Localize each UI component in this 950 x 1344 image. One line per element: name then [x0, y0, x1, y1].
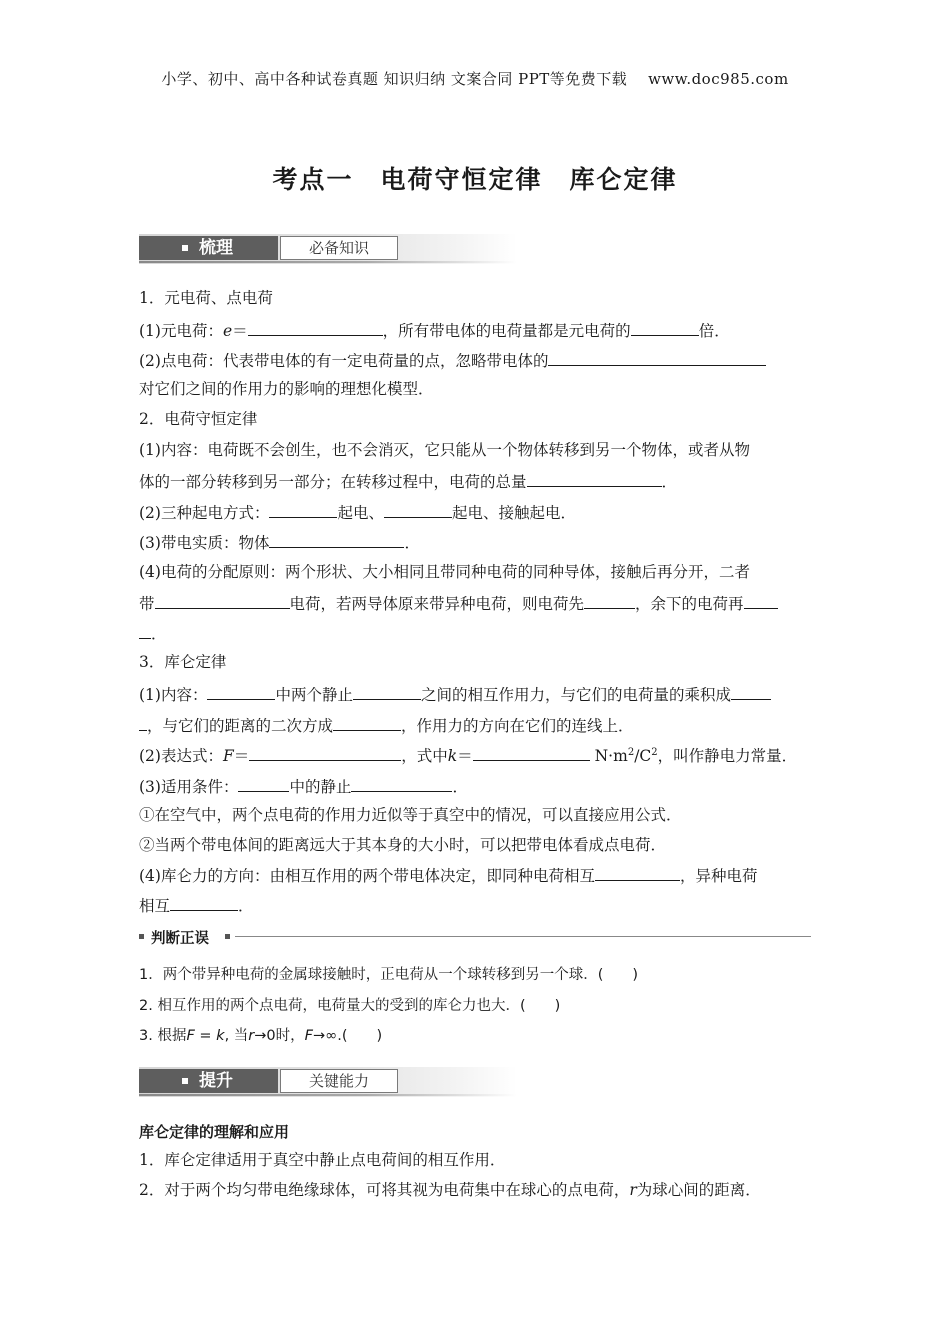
s1-l1d: 倍．: [698, 322, 730, 340]
s3-l1c: 之间的相互作用力，与它们的电荷量的乘积成: [420, 686, 731, 704]
s3-l8b: ．: [238, 897, 254, 915]
banner-light-label: 关键能力: [280, 1069, 398, 1093]
s3-l8a: 相互: [139, 897, 171, 915]
s2-line7: [139, 622, 167, 644]
s3-l4a: (3)适用条件：: [139, 778, 239, 796]
square-icon: [139, 934, 144, 939]
s1-l1a: (1)元电荷：: [139, 322, 223, 340]
s2-line6: [139, 592, 778, 614]
blank: [527, 470, 662, 487]
blank: [744, 592, 778, 609]
section-title: 考点一 电荷守恒定律 库仑定律: [272, 165, 678, 194]
s1-l1c: ，所有带电体的电荷量都是元电荷的: [382, 322, 631, 340]
s4-l2b: 为球心间的距离．: [636, 1181, 761, 1199]
s3-l3c: ，式中: [401, 747, 448, 765]
blank: [731, 683, 771, 700]
blank: [269, 501, 337, 518]
s1-heading: 1．元电荷、点电荷: [139, 289, 273, 307]
judge-q1: 1．两个带异种电荷的金属球接触时，正电荷从一个球转移到另一个球．( ): [139, 967, 639, 983]
s3-l3e: N·m: [589, 747, 628, 765]
square-icon: [225, 934, 230, 939]
s3-l3f: /C: [634, 747, 652, 765]
s3-heading: 3．库仑定律: [139, 653, 227, 671]
s3-line2: [139, 714, 634, 736]
page-header: 小学、初中、高中各种试卷真题 知识归纳 文案合同 PPT等免费下载 www.doc985.com: [161, 70, 789, 88]
s3-l7b: ，异种电荷: [679, 867, 758, 885]
banner-underline: [139, 1094, 517, 1096]
judge-q3F: F: [186, 1028, 195, 1044]
s3-line1: [139, 683, 771, 705]
s2-l2a: 体的一部分转移到另一部分；在转移过程中，电荷的总量: [139, 473, 527, 491]
judge-q3e: →∞.( ): [312, 1028, 383, 1044]
s2-l7: ．: [151, 625, 167, 643]
banner-dark-label: 梳理: [199, 238, 233, 258]
banner-light-label: 必备知识: [280, 236, 398, 260]
s4-heading: 库仑定律的理解和应用: [139, 1123, 290, 1141]
judge-q3c: , 当: [224, 1028, 249, 1044]
s2-l3b: 起电、: [337, 504, 384, 522]
s2-line4: [139, 531, 420, 553]
blank: [595, 864, 680, 881]
s4-line2: [139, 1180, 761, 1200]
s2-line2: [139, 470, 677, 492]
s3-line6: ②当两个带电体间的距离远大于其本身的大小时，可以把带电体看成点电荷．: [139, 836, 667, 854]
blank: [238, 775, 289, 792]
blank: [548, 349, 766, 366]
s2-l3a: (2)三种起电方式：: [139, 504, 270, 522]
blank: [584, 592, 635, 609]
blank: [353, 683, 421, 700]
s2-l4b: ．: [404, 534, 420, 552]
s3-l3k: k: [447, 747, 458, 765]
s3-l2b: ，作用力的方向在它们的连线上．: [401, 717, 634, 735]
s2-line5: (4)电荷的分配原则：两个形状、大小相同且带同种电荷的同种导体，接触后再分开，二者: [139, 563, 750, 581]
blank: [155, 592, 290, 609]
s3-l1a: (1)内容：: [139, 686, 208, 704]
judge-divider: [139, 929, 811, 945]
s1-l2a: (2)点电荷：代表带电体的有一定电荷量的点，忽略带电体的: [139, 352, 549, 370]
s2-l3c: 起电、接触起电．: [451, 504, 576, 522]
s1-line3: 对它们之间的作用力的影响的理想化模型．: [139, 380, 434, 398]
blank: [269, 531, 404, 548]
s2-l6b: 电荷，若两导体原来带异种电荷，则电荷先: [289, 595, 585, 613]
s3-line7: [139, 864, 757, 886]
banner-dark-tab: [139, 236, 278, 260]
s3-l3F: F: [222, 747, 234, 765]
blank: [207, 683, 275, 700]
blank: [249, 744, 401, 761]
judge-q3k: k: [216, 1028, 225, 1044]
s4-l2r: r: [629, 1181, 637, 1199]
blank: [139, 714, 147, 731]
banner-basic-knowledge: [139, 234, 517, 264]
s1-l1b: ＝: [232, 322, 248, 340]
banner-dark-label: 提升: [199, 1071, 233, 1091]
blank: [139, 622, 151, 639]
blank: [248, 319, 383, 336]
s3-l1b: 中两个静止: [275, 686, 353, 704]
s2-l2b: ．: [661, 473, 678, 491]
s1-line1: [139, 319, 730, 341]
s3-l3b: ＝: [233, 747, 250, 765]
s2-line1: (1)内容：电荷既不会创生，也不会消灭，它只能从一个物体转移到另一个物体，或者从物: [139, 441, 750, 459]
s3-l3sup1: 2: [627, 746, 635, 758]
judge-q3F2: F: [304, 1028, 313, 1044]
blank: [384, 501, 452, 518]
s2-l6a: 带: [139, 595, 155, 613]
s2-l4a: (3)带电实质：物体: [139, 534, 270, 552]
judge-q3d: →0时，: [254, 1028, 305, 1044]
s3-line4: [139, 775, 468, 797]
s1-l1e: e: [222, 322, 233, 340]
s3-line3: [139, 744, 797, 766]
judge-q3b: =: [194, 1028, 217, 1044]
s3-l4b: 中的静止: [289, 778, 352, 796]
divider-rule: [235, 936, 811, 937]
s4-line1: 1．库仑定律适用于真空中静止点电荷间的相互作用．: [139, 1151, 506, 1169]
judge-q2: 2. 相互作用的两个点电荷，电荷量大的受到的库仑力也大．( ): [139, 998, 561, 1014]
banner-key-ability: [139, 1067, 517, 1097]
square-icon: [182, 245, 188, 251]
s2-heading: 2．电荷守恒定律: [139, 410, 258, 428]
s3-line5: ①在空气中，两个点电荷的作用力近似等于真空中的情况，可以直接应用公式．: [139, 806, 682, 824]
s2-line3: [139, 501, 576, 523]
s3-l3a: (2)表达式：: [139, 747, 223, 765]
s3-l4c: ．: [452, 778, 468, 796]
s3-l3g: ，叫作静电力常量．: [657, 747, 798, 765]
banner-dark-tab: [139, 1069, 278, 1093]
blank: [473, 744, 590, 761]
s3-l3sup2: 2: [651, 746, 658, 758]
banner-underline: [139, 261, 517, 263]
s4-l2a: 2．对于两个均匀带电绝缘球体，可将其视为电荷集中在球心的点电荷，: [139, 1181, 630, 1199]
blank: [333, 714, 401, 731]
square-icon: [182, 1078, 188, 1084]
blank: [170, 894, 238, 911]
judge-title: 判断正误: [151, 931, 209, 947]
s1-line2: [139, 349, 766, 371]
judge-q3a: 3. 根据: [139, 1028, 187, 1044]
s3-l2a: ，与它们的距离的二次方成: [147, 717, 334, 735]
s3-l7a: (4)库仑力的方向：由相互作用的两个带电体决定，即同种电荷相互: [139, 867, 595, 885]
judge-q3: [139, 1026, 382, 1046]
s3-line8: [139, 894, 254, 916]
s2-l6c: ，余下的电荷再: [635, 595, 744, 613]
judge-q3r: r: [248, 1028, 255, 1044]
blank: [631, 319, 699, 336]
s3-l3d: ＝: [457, 747, 473, 765]
blank: [351, 775, 452, 792]
